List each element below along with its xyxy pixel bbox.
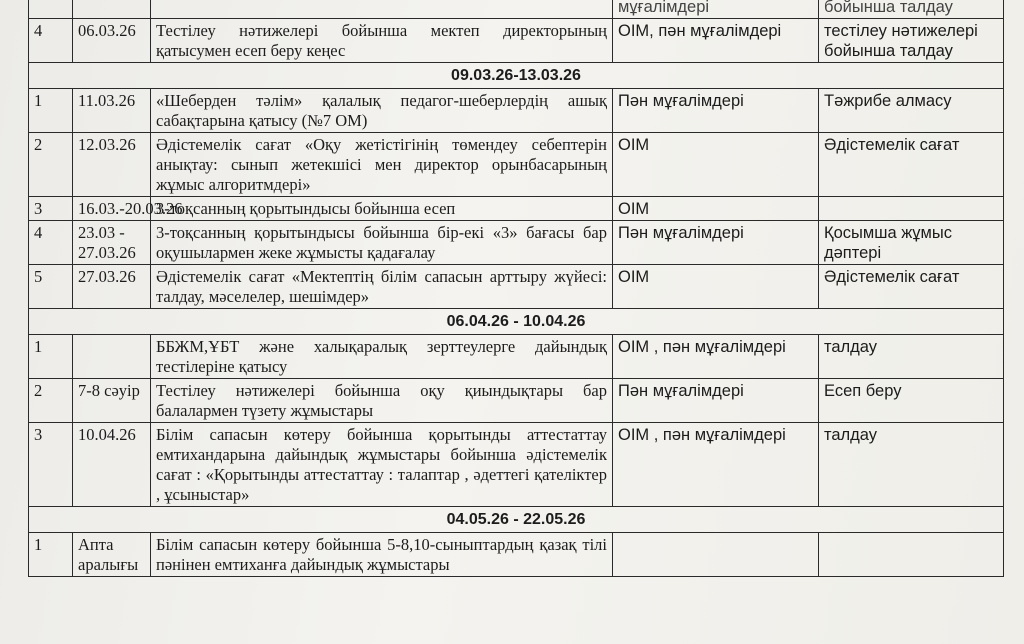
cell-responsible: ОІМ , пән мұғалімдері [613, 335, 819, 379]
cell-event: 3-тоқсанның қорытындысы бойынша бір-екі «3» бағасы бар оқушылармен жеке жұмысты қадағалау [151, 221, 613, 265]
cell-form: Әдістемелік сағат [819, 133, 1004, 197]
table-row [29, 335, 1004, 379]
cell-date: 12.03.26 [73, 133, 151, 197]
cell-responsible: Пән мұғалімдері [613, 221, 819, 265]
cell-event: «Шеберден тәлім» қалалық педагог-шеберлердің ашық сабақтарына қатысу (№7 ОМ) [151, 89, 613, 133]
cell-date: 06.03.26 [73, 19, 151, 63]
cell-responsible: Пән мұғалімдері [613, 379, 819, 423]
week-header [29, 507, 1004, 533]
cell-responsible: ОІМ , пән мұғалімдері [613, 423, 819, 507]
cell-responsible: ОІМ [613, 133, 819, 197]
cell-number: 1 [29, 533, 73, 577]
cell-form: Тәжрибе алмасу [819, 89, 1004, 133]
week-header [29, 63, 1004, 89]
cell-form: талдау [819, 423, 1004, 507]
table-row [29, 133, 1004, 197]
cell-event: Тестілеу нәтижелері бойынша мектеп директорының қатысумен есеп беру кеңес [151, 19, 613, 63]
table-row-cutoff [29, 0, 1004, 19]
table-row [29, 197, 1004, 221]
cell-event: Әдістемелік сағат «Мектептің білім сапасын арттыру жүйесі: талдау, мәселелер, шешімдер» [151, 265, 613, 309]
cell-number: 4 [29, 221, 73, 265]
week-title: 09.03.26-13.03.26 [29, 63, 1004, 89]
cell-event: 3-тоқсанның қорытындысы бойынша есеп [151, 197, 613, 221]
cell-number: 3 [29, 423, 73, 507]
cell-number: 2 [29, 133, 73, 197]
cell-form: бойынша талдау [819, 0, 1004, 19]
cell-number: 5 [29, 265, 73, 309]
cell-event: ББЖМ,ҰБТ және халықаралық зерттеулерге дайындық тестілеріне қатысу [151, 335, 613, 379]
table-row [29, 89, 1004, 133]
table-row [29, 379, 1004, 423]
cell-form: Қосымша жұмыс дәптері [819, 221, 1004, 265]
cell-date: 27.03.26 [73, 265, 151, 309]
cell-form: тестілеу нәтижелері бойынша талдау [819, 19, 1004, 63]
cell-event: Білім сапасын көтеру бойынша 5-8,10-сыныптардың қазақ тілі пәнінен емтиханға дайындық жұмыстары [151, 533, 613, 577]
week-header [29, 309, 1004, 335]
table-row [29, 265, 1004, 309]
cell-responsible: ОІМ, пән мұғалімдері [613, 19, 819, 63]
cell-form [819, 533, 1004, 577]
cell-number: 1 [29, 89, 73, 133]
cell-date [73, 335, 151, 379]
cell-form: Әдістемелік сағат [819, 265, 1004, 309]
cell-event: Білім сапасын көтеру бойынша қорытынды аттестаттау емтихандарына дайындық жұмыстары бойынша әдістемелік сағат : «Қорытынды аттестаттау : талаптар , әдеттегі қателіктер , ұсыныстар» [151, 423, 613, 507]
cell-number: 2 [29, 379, 73, 423]
table-row [29, 221, 1004, 265]
cell-form: Есеп беру [819, 379, 1004, 423]
cell-form: талдау [819, 335, 1004, 379]
cell-date: 10.04.26 [73, 423, 151, 507]
table-row [29, 423, 1004, 507]
table-row [29, 533, 1004, 577]
cell-date: Апта аралығы [73, 533, 151, 577]
week-title: 04.05.26 - 22.05.26 [29, 507, 1004, 533]
cell-event: Әдістемелік сағат «Оқу жетістігінің төмендеу себептерін анықтау: сынып жетекшісі мен директор орынбасарының жұмыс алгоритмдері» [151, 133, 613, 197]
cell-responsible: ОІМ [613, 197, 819, 221]
cell-date: 23.03 - 27.03.26 [73, 221, 151, 265]
cell-number: 4 [29, 19, 73, 63]
week-title: 06.04.26 - 10.04.26 [29, 309, 1004, 335]
cell-date: 11.03.26 [73, 89, 151, 133]
cell-date: 16.03.-20.03.26 [73, 197, 151, 221]
cell-responsible: ОІМ [613, 265, 819, 309]
cell-date: 7-8 сәуір [73, 379, 151, 423]
cell-number: 1 [29, 335, 73, 379]
cell-responsible [613, 533, 819, 577]
cell-responsible: Пән мұғалімдері [613, 89, 819, 133]
work-plan-table [28, 0, 1004, 577]
table-row [29, 19, 1004, 63]
cell-event: Тестілеу нәтижелері бойынша оқу қиындықтары бар балалармен түзету жұмыстары [151, 379, 613, 423]
cell-responsible: мұғалімдері [613, 0, 819, 19]
cell-number: 3 [29, 197, 73, 221]
cell-form [819, 197, 1004, 221]
